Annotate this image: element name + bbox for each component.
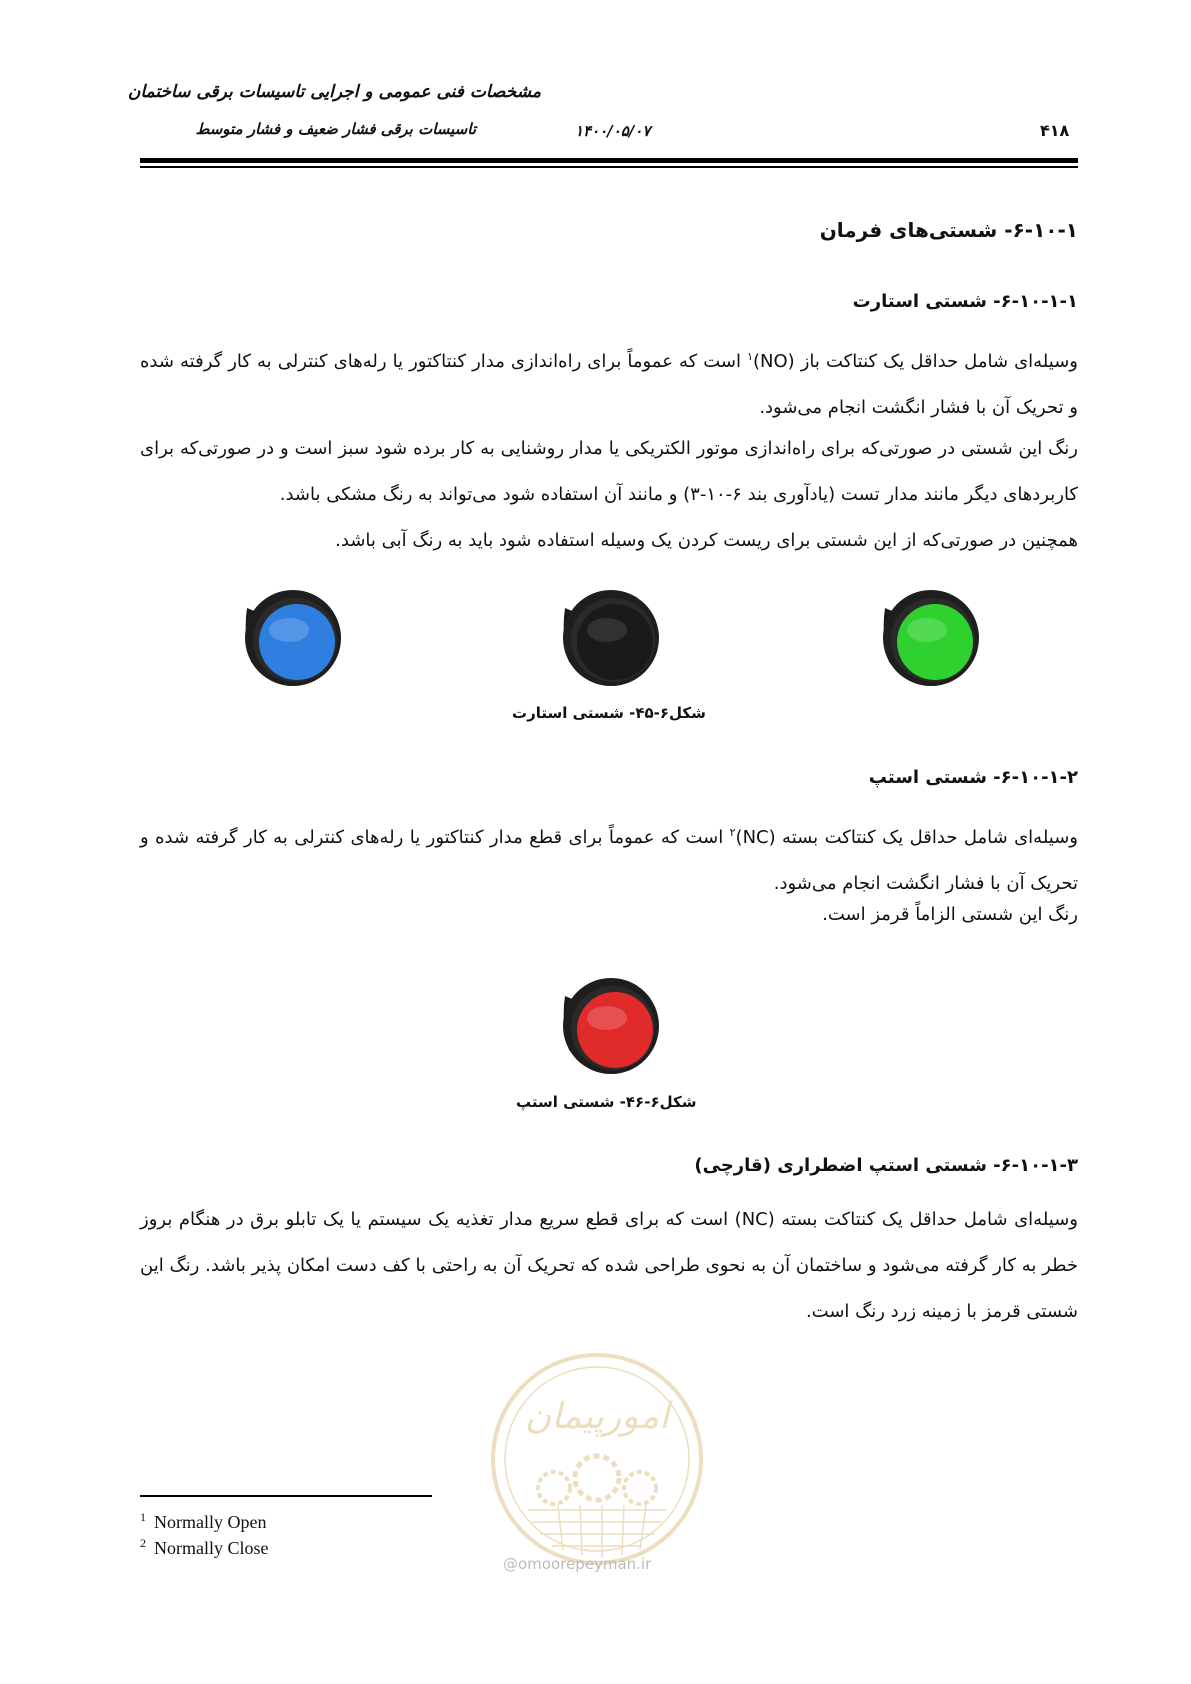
start-paragraph-3: همچنین در صورتی‌که از این شستی برای ریست کردن یک وسیله استفاده شود باید به رنگ آبی باشد. bbox=[335, 530, 1078, 551]
blue-pushbutton-image bbox=[233, 578, 345, 690]
stop-paragraph-1 bbox=[140, 810, 1078, 907]
document-subtitle: تاسیسات برقی فشار ضعیف و فشار متوسط bbox=[195, 120, 476, 138]
svg-text:امورپیمان: امورپیمان bbox=[524, 1396, 670, 1437]
start-paragraph-2: رنگ این شستی در صورتی‌که برای راه‌اندازی موتور الکتریکی یا مدار روشنایی به کار برده شود سبز است و در صورتی‌که برای کاربردهای دیگر مانند مدار تست (یادآوری بند ۶-۱۰-۳) و مانند آن استفاده شود می‌تواند به رنگ مشکی باشد. bbox=[140, 438, 1078, 505]
start-p1-text: وسیله‌ای شامل حداقل یک کنتاکت باز (NO) bbox=[752, 351, 1078, 372]
green-pushbutton-image bbox=[871, 578, 983, 690]
watermark-url: @omoorepeyman.ir bbox=[503, 1555, 652, 1573]
footnote-ref-2[interactable]: ۲ bbox=[729, 826, 736, 839]
black-pushbutton-image bbox=[551, 578, 663, 690]
header-rule-thin bbox=[140, 166, 1078, 168]
red-pushbutton-image bbox=[551, 966, 663, 1078]
start-button-heading: ۶-۱۰-۱-۱- شستی استارت bbox=[852, 291, 1078, 312]
page-number: ۴۱۸ bbox=[1040, 121, 1070, 140]
start-paragraph-1 bbox=[140, 334, 1078, 431]
section-heading: ۶-۱۰-۱- شستی‌های فرمان bbox=[819, 218, 1078, 242]
header-rule-thick bbox=[140, 158, 1078, 163]
footnote-2: $^2$ Normally Close bbox=[140, 1536, 269, 1558]
emergency-stop-paragraph: وسیله‌ای شامل حداقل یک کنتاکت بسته (NC) است که برای قطع سریع مدار تغذیه یک سیستم یا یک تابلو برق در هنگام بروز خطر به کار گرفته می‌شود و ساختمان آن به نحوی طراحی شده که تحریک آن به راحتی با کف دست امکان پذیر باشد. رنگ این شستی قرمز با زمینه زرد رنگ است. bbox=[140, 1209, 1078, 1322]
document-title: مشخصات فنی عمومی و اجرایی تاسیسات برقی ساختمان bbox=[127, 82, 541, 102]
footnote-1: $^1$ Normally Open bbox=[140, 1510, 267, 1532]
start-p1-text-cont: است که عموماً برای راه‌اندازی مدار کنتاکتور یا رله‌های کنترلی به کار گرفته شده و تحریک آن با فشار انگشت انجام می‌شود. bbox=[140, 351, 1078, 418]
stop-paragraph-2: رنگ این شستی الزاماً قرمز است. bbox=[822, 904, 1078, 925]
emergency-stop-heading: ۶-۱۰-۱-۳- شستی استپ اضطراری (قارچی) bbox=[694, 1155, 1078, 1176]
footnote-ref-1[interactable]: ۱ bbox=[747, 350, 753, 363]
figure-46-caption: شکل۶-۴۶- شستی استپ bbox=[516, 1093, 697, 1111]
watermark-seal-logo bbox=[488, 1350, 706, 1568]
stop-button-heading: ۶-۱۰-۱-۲- شستی استپ bbox=[868, 767, 1078, 788]
stop-p1-text-cont: است که عموماً برای قطع مدار کنتاکتور یا رله‌های کنترلی به کار گرفته شده و تحریک آن با فشار انگشت انجام می‌شود. bbox=[140, 827, 1078, 894]
figure-45-caption: شکل۶-۴۵- شستی استارت bbox=[512, 704, 706, 722]
document-date: ۱۴۰۰/۰۵/۰۷ bbox=[575, 122, 651, 140]
stop-p1-text: وسیله‌ای شامل حداقل یک کنتاکت بسته (NC) bbox=[735, 827, 1078, 848]
footnote-separator bbox=[140, 1495, 432, 1497]
